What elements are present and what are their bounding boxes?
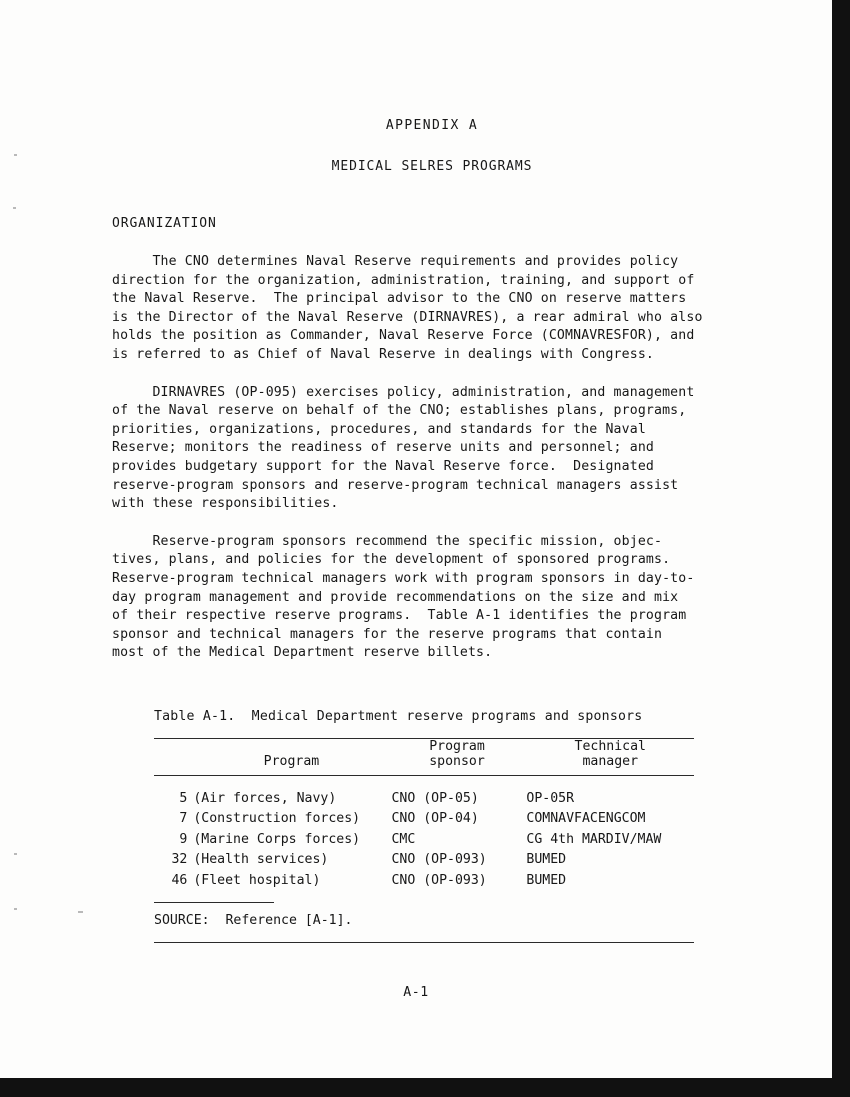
appendix-title: APPENDIX A xyxy=(385,118,479,133)
row-program: (Construction forces) xyxy=(193,811,361,827)
header-sponsor-line2: sponsor xyxy=(429,753,485,769)
header-number-line2 xyxy=(154,754,195,775)
paragraph-line: is the Director of the Naval Reserve (DIRNAVRES), a rear admiral who also xyxy=(112,309,703,325)
page-content xyxy=(112,118,752,943)
paragraph-line: direction for the organization, administration, training, and support of xyxy=(112,272,695,288)
table-header xyxy=(154,739,694,775)
row-sponsor: CNO (OP-05) xyxy=(391,790,479,806)
table-row xyxy=(154,809,694,829)
paragraph-line: of their respective reserve programs. Table A-1 identifies the program xyxy=(112,608,687,624)
header-program-line2: Program xyxy=(263,753,320,769)
row-sponsor: CNO (OP-093) xyxy=(391,872,487,888)
table-header-row-2 xyxy=(154,754,694,775)
paragraph-line: priorities, organizations, procedures, and standards for the Naval xyxy=(112,421,646,437)
table-row xyxy=(154,850,694,870)
header-sponsor-line1: Program xyxy=(429,738,485,754)
table-row xyxy=(154,776,694,809)
row-program: (Air forces, Navy) xyxy=(193,790,337,806)
paragraph-line: is referred to as Chief of Naval Reserve in dealings with Congress. xyxy=(112,346,654,362)
row-manager: BUMED xyxy=(526,852,567,868)
header-manager-line2: manager xyxy=(582,753,639,769)
row-manager: OP-05R xyxy=(526,790,575,806)
paragraph-line: The CNO determines Naval Reserve requirements and provides policy xyxy=(112,254,679,269)
row-program: (Marine Corps forces) xyxy=(193,831,361,847)
table-caption: Table A-1. Medical Department reserve programs and sponsors xyxy=(154,708,643,724)
row-sponsor: CNO (OP-093) xyxy=(391,852,487,868)
paragraph-line: of the Naval reserve on behalf of the CNO; establishes plans, programs, xyxy=(112,403,687,419)
table-row xyxy=(154,829,694,849)
page-number: A-1 xyxy=(403,985,429,1000)
table-a-1-grid xyxy=(154,739,694,775)
row-number: 46 xyxy=(171,872,188,888)
table-a-1 xyxy=(154,709,694,944)
header-program-line1 xyxy=(195,739,387,754)
table-a-1-body xyxy=(154,776,694,891)
paragraph-3 xyxy=(112,533,752,663)
paragraph-line: day program management and provide recommendations on the size and mix xyxy=(112,589,679,605)
paragraph-1 xyxy=(112,253,752,365)
row-number: 9 xyxy=(179,831,188,847)
header-number-line1 xyxy=(154,739,195,754)
row-program: (Health services) xyxy=(193,852,329,868)
table-body xyxy=(154,776,694,891)
row-manager: COMNAVFACENGCOM xyxy=(526,811,646,827)
table-row xyxy=(154,870,694,890)
paragraph-line: Reserve-program sponsors recommend the specific mission, objec- xyxy=(112,533,663,549)
paragraph-line: holds the position as Commander, Naval Reserve Force (COMNAVRESFOR), and xyxy=(112,328,695,344)
paragraph-line: with these responsibilities. xyxy=(112,496,339,512)
scan-speck xyxy=(14,154,17,156)
paragraph-line: the Naval Reserve. The principal advisor to the CNO on reserve matters xyxy=(112,291,687,307)
scan-speck xyxy=(78,911,83,913)
paragraph-line: Reserve-program technical managers work with program sponsors in day-to- xyxy=(112,570,695,586)
table-bottom-rule xyxy=(154,942,694,943)
paragraph-line: Reserve; monitors the readiness of reserve units and personnel; and xyxy=(112,440,654,456)
paragraph-line: provides budgetary support for the Naval Reserve force. Designated xyxy=(112,458,654,474)
row-program: (Fleet hospital) xyxy=(193,872,321,888)
header-manager-line1: Technical xyxy=(574,738,646,754)
row-sponsor: CNO (OP-04) xyxy=(391,811,479,827)
scan-edge-bottom xyxy=(0,1078,850,1097)
scan-edge-right xyxy=(832,0,850,1078)
row-number: 32 xyxy=(171,852,188,868)
paragraph-line: DIRNAVRES (OP-095) exercises policy, administration, and management xyxy=(112,384,695,400)
document-subtitle: MEDICAL SELRES PROGRAMS xyxy=(331,159,533,174)
row-manager: CG 4th MARDIV/MAW xyxy=(526,831,662,847)
scan-speck xyxy=(13,207,16,209)
row-number: 7 xyxy=(179,811,188,827)
section-heading-organization: ORGANIZATION xyxy=(112,216,217,231)
row-sponsor: CMC xyxy=(391,831,416,847)
paragraph-2 xyxy=(112,384,752,514)
scan-speck xyxy=(14,908,17,910)
table-source-rule xyxy=(154,902,274,903)
paragraph-line: tives, plans, and policies for the development of sponsored programs. xyxy=(112,552,671,568)
row-number: 5 xyxy=(179,790,188,806)
paragraph-line: reserve-program sponsors and reserve-program technical managers assist xyxy=(112,477,679,493)
table-source: SOURCE: Reference [A-1]. xyxy=(154,913,353,929)
scan-speck xyxy=(14,853,17,855)
paragraph-line: sponsor and technical managers for the reserve programs that contain xyxy=(112,626,663,642)
table-header-row-1 xyxy=(154,739,694,754)
row-manager: BUMED xyxy=(526,872,567,888)
paragraph-line: most of the Medical Department reserve billets. xyxy=(112,645,493,661)
